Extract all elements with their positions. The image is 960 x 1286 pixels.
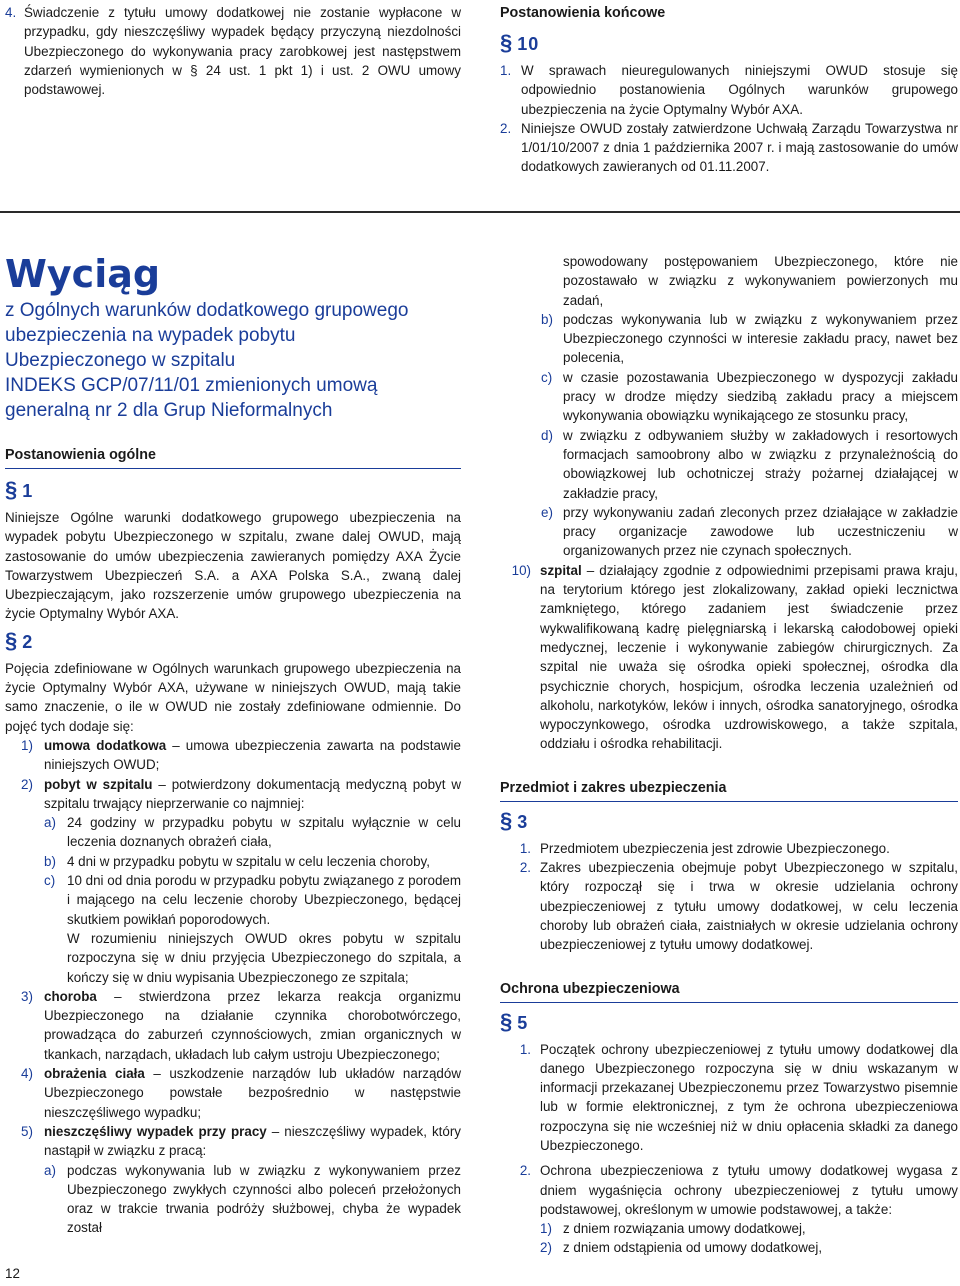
section-symbol: § — [500, 1008, 514, 1034]
definition-text: – uszkodzenie narządów lub układów narządów Ubezpieczonego powstałe bezpośrednio w następstwie nieszczęśliwego wypadku; — [44, 1066, 461, 1120]
definition-item — [5, 736, 461, 775]
defined-term: nieszczęśliwy wypadek przy pracy — [44, 1123, 267, 1139]
section-heading: Przedmiot i zakres ubezpieczenia — [500, 778, 958, 802]
sub-item — [500, 1238, 958, 1257]
top-right-column — [500, 3, 958, 177]
list-item — [500, 61, 958, 119]
subtitle-line: z Ogólnych warunków dodatkowego grupowego — [5, 300, 409, 321]
section-symbol: § — [5, 477, 19, 502]
sub-item — [500, 310, 958, 368]
item-text: Ochrona ubezpieczeniowa z tytułu umowy dodatkowej wygasa z dniem wygaśnięcia ochrony ubezpieczeniowej z tytułu umowy podstawowej, określonym w umowie podstawowej, a także: — [540, 1163, 958, 1217]
document-subtitle — [5, 298, 461, 423]
subtitle-line: INDEKS GCP/07/11/01 zmienionych umową — [5, 375, 378, 396]
section-symbol: § — [500, 30, 514, 55]
section-heading: Ochrona ubezpieczeniowa — [500, 979, 958, 1003]
paragraph-mark — [500, 32, 958, 55]
section-number: 2 — [22, 631, 34, 652]
item-number: 2. — [500, 120, 512, 136]
definition-item — [5, 775, 461, 814]
item-number: 1. — [519, 1041, 531, 1057]
sub-item-text: z dniem rozwiązania umowy dodatkowej, — [563, 1221, 806, 1237]
subtitle-line: Ubezpieczonego w szpitalu — [5, 350, 236, 371]
item-number: 1. — [500, 63, 512, 78]
item-number: 5) — [21, 1123, 33, 1139]
definition-text: – potwierdzony dokumentacją medyczną pobyt w szpitalu trwający nieprzerwanie co najmniej: — [44, 776, 462, 811]
subtitle-line: generalną nr 2 dla Grup Nieformalnych — [5, 400, 333, 421]
item-text: Początek ochrony ubezpieczeniowej z tytułu umowy dodatkowej dla danego Ubezpieczonego rozpoczyna się w dniu wskazanym w informacji przekazanej Ubezpieczonemu przez Towarzystwo pisemnie lub w formie elektronicznej, z tym że ochrona ubezpieczeniowa rozpoczyna się nie wcześniej niż w dniu opłacenia składki za danego Ubezpieczonego. — [540, 1041, 958, 1153]
sub-item — [5, 1161, 461, 1238]
sub-item — [5, 813, 461, 852]
paragraph-mark — [500, 807, 958, 833]
definition-item — [5, 987, 461, 1064]
item-number: 4) — [21, 1066, 33, 1082]
sub-item-text: podczas wykonywania lub w związku z wykonywaniem przez Ubezpieczonego zwykłych czynności albo poleceń przełożonych oraz w trakcie trwania podróży służbowej, chyba że wypadek został — [67, 1162, 461, 1236]
subtitle-line: ubezpieczenia na wypadek pobytu — [5, 325, 296, 346]
defined-term: obrażenia ciała — [44, 1066, 145, 1082]
item-text: Zakres ubezpieczenia obejmuje pobyt Ubezpieczonego w szpitalu, który rozpoczął się i trwa w okresie udzielania ochrony ubezpieczeniowej z tytułu umowy dodatkowej, w celu leczenia choroby lub obrażeń ciała, zaistniałych w okresie udzielania ochrony ubezpieczeniowej z tytułu umowy dodatkowej. — [540, 860, 958, 953]
item-text: W sprawach nieuregulowanych niniejszymi OWUD stosuje się odpowiednio postanowienia Ogólnych warunków grupowego ubezpieczenia na życie Optymalny Wybór AXA. — [521, 63, 958, 117]
item-number: 1. — [519, 840, 531, 856]
item-number: 1) — [21, 737, 33, 753]
list-item — [500, 119, 958, 177]
list-item — [5, 3, 461, 99]
item-letter: e) — [541, 504, 553, 520]
bottom-right-column — [500, 252, 958, 1258]
item-number: 2. — [519, 860, 531, 876]
item-text: Niniejsze OWUD zostały zatwierdzone Uchwałą Zarządu Towarzystwa nr 1/01/10/2007 z dnia 1 października 2007 r. i mają zastosowanie do umów dodatkowych zawieranych od 01.11.2007. — [521, 120, 958, 175]
sub-item-text: podczas wykonywania lub w związku z wykonywaniem przez Ubezpieczonego czynności w interesie zakładu pracy, nawet bez polecenia, — [563, 311, 958, 366]
item-number: 3) — [21, 988, 33, 1004]
sub-item — [500, 368, 958, 426]
paragraph-mark — [500, 1008, 958, 1034]
sub-item — [500, 426, 958, 503]
sub-item — [500, 503, 958, 561]
sub-item — [5, 871, 461, 929]
paragraph-text: Pojęcia zdefiniowane w Ogólnych warunkach grupowego ubezpieczenia na życie Optymalny Wybór AXA, używane w niniejszych OWUD, mają takie samo znaczenie, o ile w OWUD nie zostały zdefiniowane odmiennie. Do pojęć tych dodaje się: — [5, 660, 461, 734]
sub-item-text: z dniem odstąpienia od umowy dodatkowej, — [563, 1240, 823, 1256]
bottom-left-column — [5, 252, 461, 1238]
sub-item — [500, 1219, 958, 1238]
sub-item-text: 10 dni od dnia porodu w przypadku pobytu związanego z porodem i mającego na celu leczenie choroby Ubezpieczonego, będącej skutkiem powikłań poporodowych. — [67, 873, 461, 927]
section-heading: Postanowienia ogólne — [5, 445, 461, 469]
defined-term: szpital — [540, 562, 582, 578]
sub-item-text: w związku z odbywaniem służby w zakładowych i resortowych formacjach samoobrony albo w związku z przynależnością do obowiązkowej lub ochotniczej straży pożarnej działającej w zakładzie pracy, — [563, 427, 958, 501]
item-number: 4. — [5, 5, 17, 20]
definition-item — [500, 561, 958, 754]
defined-term: choroba — [44, 988, 97, 1004]
list-item — [500, 1040, 958, 1156]
item-text: Przedmiotem ubezpieczenia jest zdrowie Ubezpieczonego. — [540, 840, 890, 856]
paragraph-mark — [5, 627, 461, 653]
item-letter: b) — [541, 311, 553, 327]
item-letter: a) — [44, 1162, 56, 1178]
page-divider — [0, 211, 960, 213]
section-symbol: § — [500, 807, 514, 833]
continuation-text: spowodowany postępowaniem Ubezpieczonego, które nie pozostawało w związku z wykonywaniem powierzonych mu zadań, — [563, 254, 958, 308]
sub-item-text: 4 dni w przypadku pobytu w szpitalu w celu leczenia choroby, — [67, 853, 430, 869]
sub-item-text: 24 godziny w przypadku pobytu w szpitalu wyłącznie w celu leczenia doznanych obrażeń ciała, — [67, 815, 461, 850]
item-letter: b) — [44, 853, 56, 869]
section-number: 10 — [517, 34, 540, 54]
section-number: 3 — [517, 811, 529, 832]
definition-text: – umowa ubezpieczenia zawarta na podstawie niniejszych OWUD; — [44, 737, 461, 773]
definition-text: – nieszczęśliwy wypadek, który nastąpił w związku z pracą: — [44, 1123, 461, 1159]
definition-item — [5, 1064, 461, 1122]
sub-item-text: w czasie pozostawania Ubezpieczonego w dyspozycji zakładu pracy w drodze między siedzibą zakładu pracy a miejscem wykonywania obowiązku wynikającego ze stosunku pracy, — [563, 369, 958, 424]
list-item — [500, 858, 958, 954]
sub-item-text: przy wykonywaniu zadań zleconych przez działające w zakładzie pracy organizacje zawodowe lub uczestniczeniu w organizowanych przez nie czynach społecznych. — [563, 504, 958, 559]
item-number: 2) — [540, 1240, 552, 1256]
defined-term: umowa dodatkowa — [44, 737, 167, 753]
definition-text: – działający zgodnie z odpowiednimi przepisami prawa kraju, na terytorium którego jest zlokalizowany, zakład opieki lecznictwa zamkniętego, którego zadaniem jest świadczenie przez wykwalifikowaną kadrę pielęgniarską i lekarską całodobowej opieki medycznej, leczenie i wykonywanie zabiegów chirurgicznych. Za szpital nie uważa się ośrodka opieki społecznej, ośrodka dla psychicznie chorych, hospicjum, ośrodka leczenia uzależnień od alkoholu, narkotyków, leków i innych, ośrodka sanatoryjnego, ośrodka wypoczynkowego, ośrodka uzdrowiskowego, a także szpitala, oddziału i ośrodka rehabilitacji. — [540, 562, 958, 752]
page-number: 12 — [5, 1266, 20, 1281]
item-letter: a) — [44, 815, 56, 831]
section-heading: Postanowienia końcowe — [500, 5, 666, 21]
item-letter: d) — [541, 427, 553, 443]
item-number: 1) — [540, 1221, 552, 1237]
defined-term: pobyt w szpitalu — [44, 776, 153, 792]
list-item — [500, 1161, 958, 1219]
item-number: 2) — [21, 776, 33, 792]
section-symbol: § — [5, 627, 19, 653]
item-number: 10) — [511, 562, 531, 578]
item-letter: c) — [44, 873, 56, 889]
section-number: 1 — [22, 481, 34, 501]
item-text: Świadczenie z tytułu umowy dodatkowej nie zostanie wypłacone w przypadku, gdy nieszczęśliwy wypadek będący przyczyną niezdolności Ubezpieczonego do wykonywania pracy zarobkowej jest następstwem zdarzeń wymienionych w § 24 ust. 1 pkt 1) i ust. 2 OWU umowy podstawowej. — [24, 5, 461, 98]
section-number: 5 — [517, 1012, 529, 1033]
note-text: W rozumieniu niniejszych OWUD okres pobytu w szpitalu rozpoczyna się w dniu przyjęcia Ubezpieczonego do szpitala, a kończy się w dniu wypisania Ubezpieczonego ze szpitala; — [67, 930, 461, 985]
list-item — [500, 839, 958, 858]
item-number: 2. — [519, 1163, 531, 1179]
paragraph-mark — [5, 479, 461, 502]
document-title: Wyciąg — [5, 252, 161, 296]
item-letter: c) — [541, 369, 553, 385]
definition-item — [5, 1122, 461, 1161]
sub-item — [5, 852, 461, 871]
definition-text: – stwierdzona przez lekarza reakcja organizmu Ubezpieczonego na działanie czynnika chorobotwórczego, prowadząca do zaburzeń czynnościowych, zmian organicznych w tkankach, narządach, układach lub całym ustroju Ubezpieczonego; — [44, 988, 461, 1062]
paragraph-text: Niniejsze Ogólne warunki dodatkowego grupowego ubezpieczenia na wypadek pobytu Ubezpieczonego w szpitalu, zwane dalej OWUD, mają zastosowanie do umów ubezpieczenia zawieranych pomiędzy AXA Życie Towarzystwem Ubezpieczeń S.A. a AXA Polska S.A., zwaną dalej Ubezpieczającym, jako rozszerzenie umów grupowego ubezpieczenia na życie Optymalny Wybór AXA. — [5, 510, 461, 622]
top-left-column — [5, 3, 461, 99]
